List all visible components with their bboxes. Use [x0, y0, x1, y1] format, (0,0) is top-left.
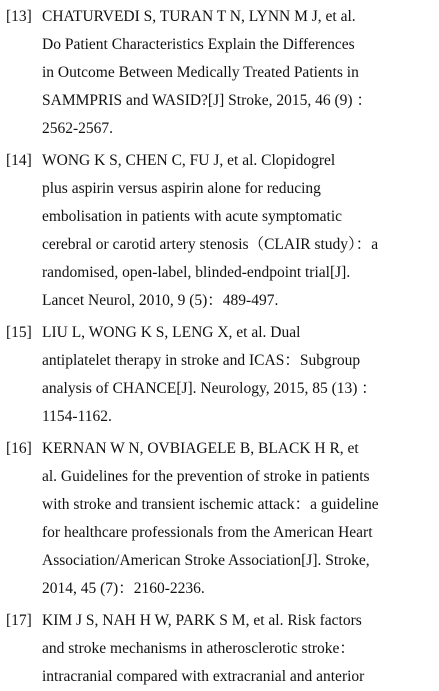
reference-line: al. Guidelines for the prevention of stroke in patients	[42, 468, 370, 485]
reference-line: embolisation in patients with acute symptomatic	[42, 208, 343, 225]
reference-line: for healthcare professionals from the American Heart	[42, 524, 373, 541]
reference-line: Association/American Stroke Association[J]. Stroke,	[42, 552, 370, 569]
reference-item	[0, 0, 439, 143]
reference-line: analysis of CHANCE[J]. Neurology, 2015, 85 (13) ：	[42, 380, 377, 397]
reference-line: Lancet Neurol, 2010, 9 (5)：489-497.	[42, 292, 279, 309]
reference-line: LIU L, WONG K S, LENG X, et al. Dual	[42, 324, 301, 341]
reference-line: Do Patient Characteristics Explain the Differences	[42, 36, 355, 53]
reference-line: WONG K S, CHEN C, FU J, et al. Clopidogrel	[42, 152, 336, 169]
reference-item	[0, 147, 439, 315]
reference-number: [15]	[6, 324, 32, 341]
reference-number: [16]	[6, 440, 32, 457]
reference-line: randomised, open-label, blinded-endpoint trial[J].	[42, 264, 351, 281]
reference-line: plus aspirin versus aspirin alone for reducing	[42, 180, 321, 197]
reference-line: and stroke mechanisms in atherosclerotic stroke：	[42, 640, 355, 657]
reference-line: in Outcome Between Medically Treated Patients in	[42, 64, 359, 81]
reference-line: CHATURVEDI S, TURAN T N, LYNN M J, et al.	[42, 8, 356, 25]
reference-line: cerebral or carotid artery stenosis（CLAIR study）：a	[42, 236, 379, 253]
reference-number: [17]	[6, 612, 32, 629]
reference-line: 1154-1162.	[42, 408, 112, 425]
reference-line: antiplatelet therapy in stroke and ICAS：Subgroup	[42, 352, 361, 369]
reference-number: [14]	[6, 152, 32, 169]
reference-item	[0, 607, 439, 691]
reference-line: 2562-2567.	[42, 120, 114, 137]
reference-line: SAMMPRIS and WASID?[J] Stroke, 2015, 46 (9) ：	[42, 92, 372, 109]
reference-line: KIM J S, NAH H W, PARK S M, et al. Risk factors	[42, 612, 362, 629]
reference-line: 2014, 45 (7)：2160-2236.	[42, 580, 205, 597]
reference-line: intracranial compared with extracranial and anterior	[42, 668, 365, 685]
reference-number: [13]	[6, 8, 32, 25]
reference-item	[0, 319, 439, 431]
reference-item	[0, 435, 439, 603]
reference-line: KERNAN W N, OVBIAGELE B, BLACK H R, et	[42, 440, 359, 457]
reference-line: with stroke and transient ischemic attack：a guideline	[42, 496, 379, 513]
